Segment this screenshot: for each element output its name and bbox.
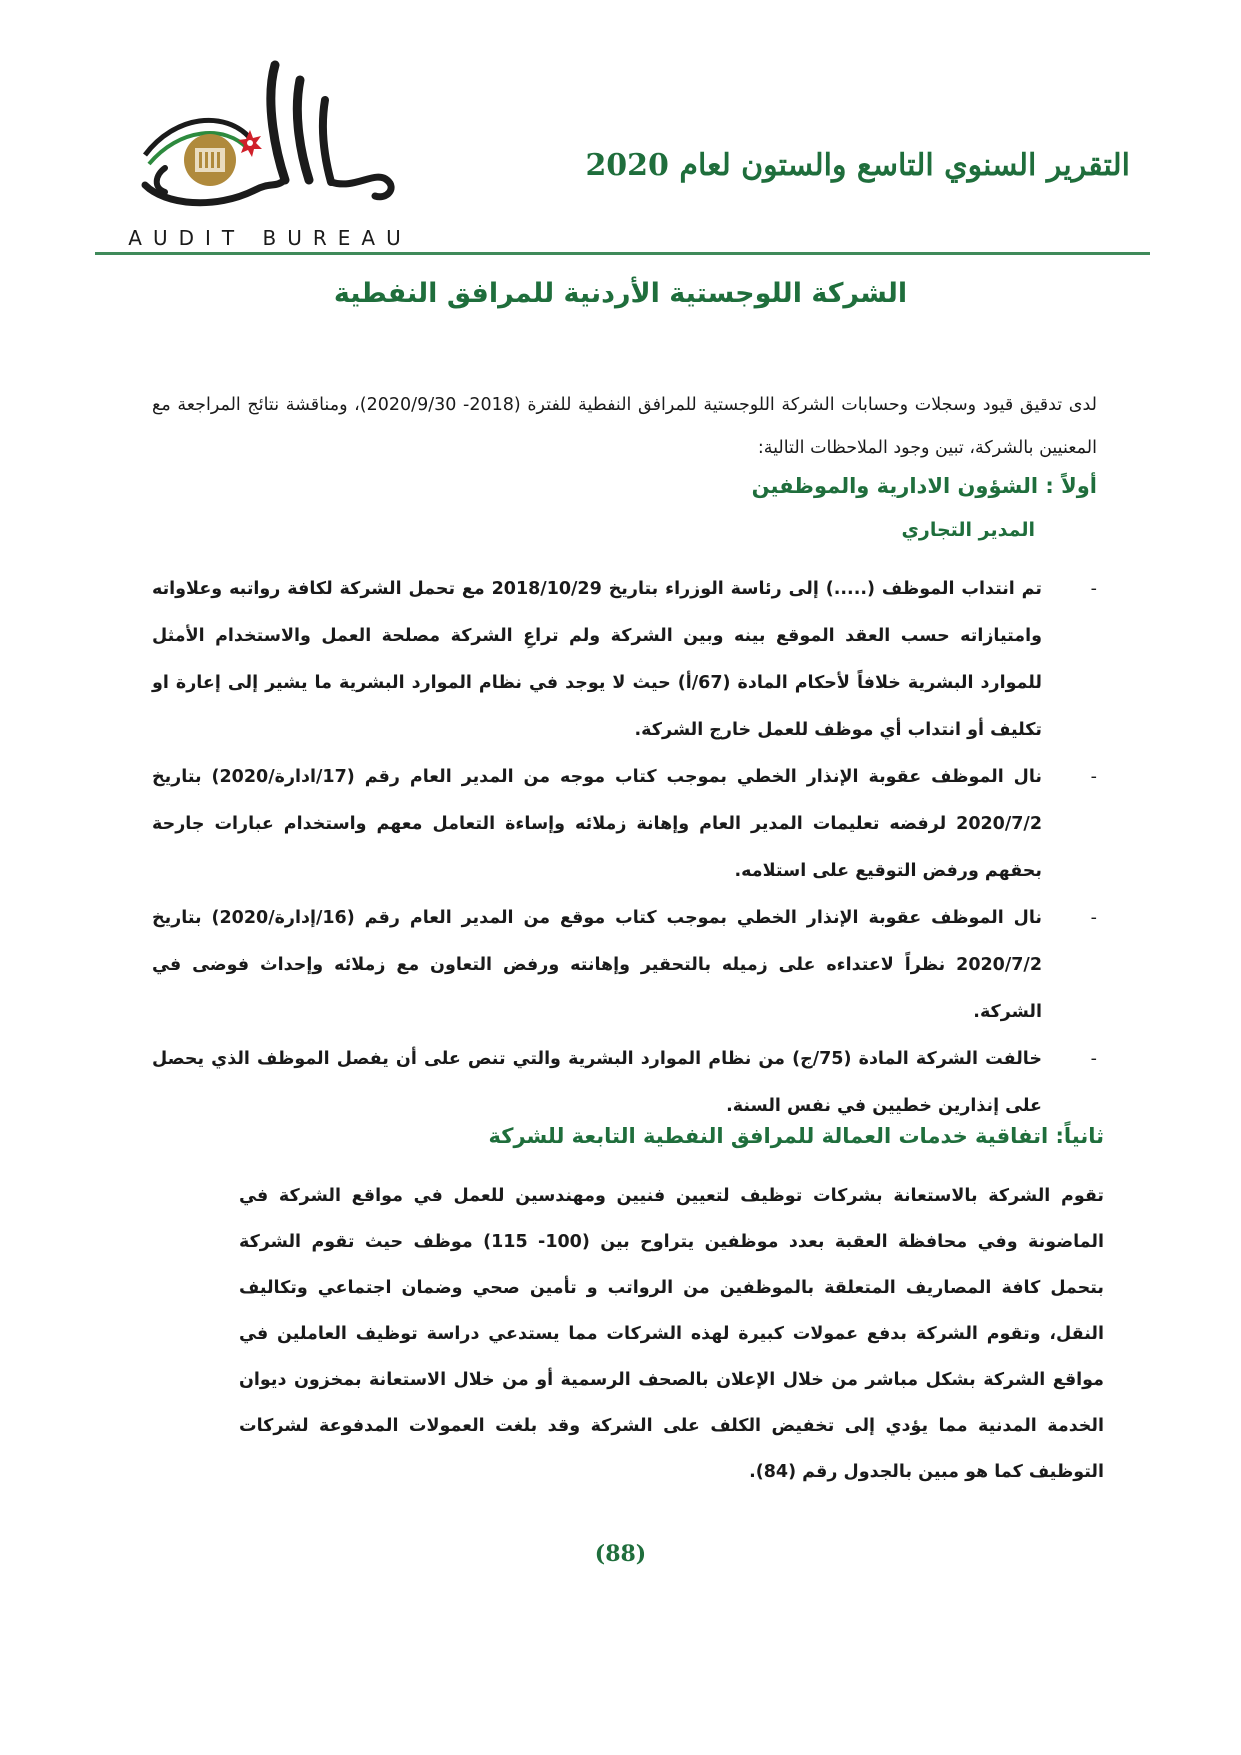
page-header [95,60,1150,255]
bullet-dash: - [1090,767,1097,787]
header-divider [95,252,1150,255]
finding-text: نال الموظف عقوبة الإنذار الخطي بموجب كتاب موجه من المدير العام رقم (17/ادارة/2020) بتاريخ 2020/7/2 لرفضه تعليمات المدير العام وإهانة زملائه وإساءة التعامل معهم واستخدام عبارات جارحة بحقهم ورفض التوقيع على استلامه. [152,767,1042,881]
bullet-dash: - [1090,579,1097,599]
audit-bureau-emblem-icon [125,60,415,220]
bullet-dash: - [1090,908,1097,928]
report-title: التقرير السنوي التاسع والستون لعام 2020 [585,148,1130,183]
company-title: الشركة اللوجستية الأردنية للمرافق النفطية [333,278,908,309]
section2-heading: ثانياً: اتفاقية خدمات العمالة للمرافق النفطية التابعة للشركة [488,1124,1104,1148]
finding-text: نال الموظف عقوبة الإنذار الخطي بموجب كتاب موقع من المدير العام رقم (16/إدارة/2020) بتاريخ 2020/7/2 نظراً لاعتداءه على زميله بالتحقير وإهانته ورفض التعاون مع زملائه وإحداث فوضى في الشركة. [152,908,1042,1022]
findings-list [152,566,1097,1130]
finding-item [152,895,1097,1036]
intro-paragraph: لدى تدقيق قيود وسجلات وحسابات الشركة اللوجستية للمرافق النفطية للفترة (2018- 2020/9/30)، ومناقشة نتائج المراجعة مع المعنيين بالشركة، تبين وجود الملاحظات التالية: [152,395,1097,458]
finding-text: خالفت الشركة المادة (75/ج) من نظام الموارد البشرية والتي تنص على أن يفصل الموظف الذي يحصل على إنذارين خطيين في نفس السنة. [152,1049,1042,1116]
finding-item [152,754,1097,895]
bullet-dash: - [1090,1049,1097,1069]
logo-english-name: AUDIT BUREAU [128,226,412,250]
finding-text: تم انتداب الموظف (.....) إلى رئاسة الوزراء بتاريخ 2018/10/29 مع تحمل الشركة لكافة رواتبه وعلاواته وامتيازاته حسب العقد الموقع بينه وبين الشركة ولم تراعِ الشركة مصلحة العمل والاستخدام الأمثل للموارد البشرية خلافاً لأحكام المادة (67/أ) حيث لا يوجد في نظام الموارد البشرية ما يشير إلى إعارة او تكليف أو انتداب أي موظف للعمل خارج الشركة. [152,579,1042,740]
finding-item [152,566,1097,754]
section1-subheading: المدير التجاري [901,519,1035,541]
finding-item [152,1036,1097,1130]
section2-paragraph: تقوم الشركة بالاستعانة بشركات توظيف لتعيين فنيين ومهندسين للعمل في مواقع الشركة في الماضونة وفي محافظة العقبة بعدد موظفين يتراوح بين (100- 115) موظف حيث تقوم الشركة بتحمل كافة المصاريف المتعلقة بالموظفين من الرواتب و تأمين صحي وضمان اجتماعي وتكاليف النقل، وتقوم الشركة بدفع عمولات كبيرة لهذه الشركات مما يستدعي دراسة توظيف العاملين في مواقع الشركة بشكل مباشر من خلال الإعلان بالصحف الرسمية أو من خلال الاستعانة بمخزون ديوان الخدمة المدنية مما يؤدي إلى تخفيض الكلف على الشركة وقد بلغت العمولات المدفوعة لشركات التوظيف كما هو مبين بالجدول رقم (84). [239,1186,1104,1482]
section1-heading: أولاً : الشؤون الادارية والموظفين [751,474,1097,498]
audit-bureau-logo [125,60,415,250]
page-number: (88) [594,1541,647,1567]
